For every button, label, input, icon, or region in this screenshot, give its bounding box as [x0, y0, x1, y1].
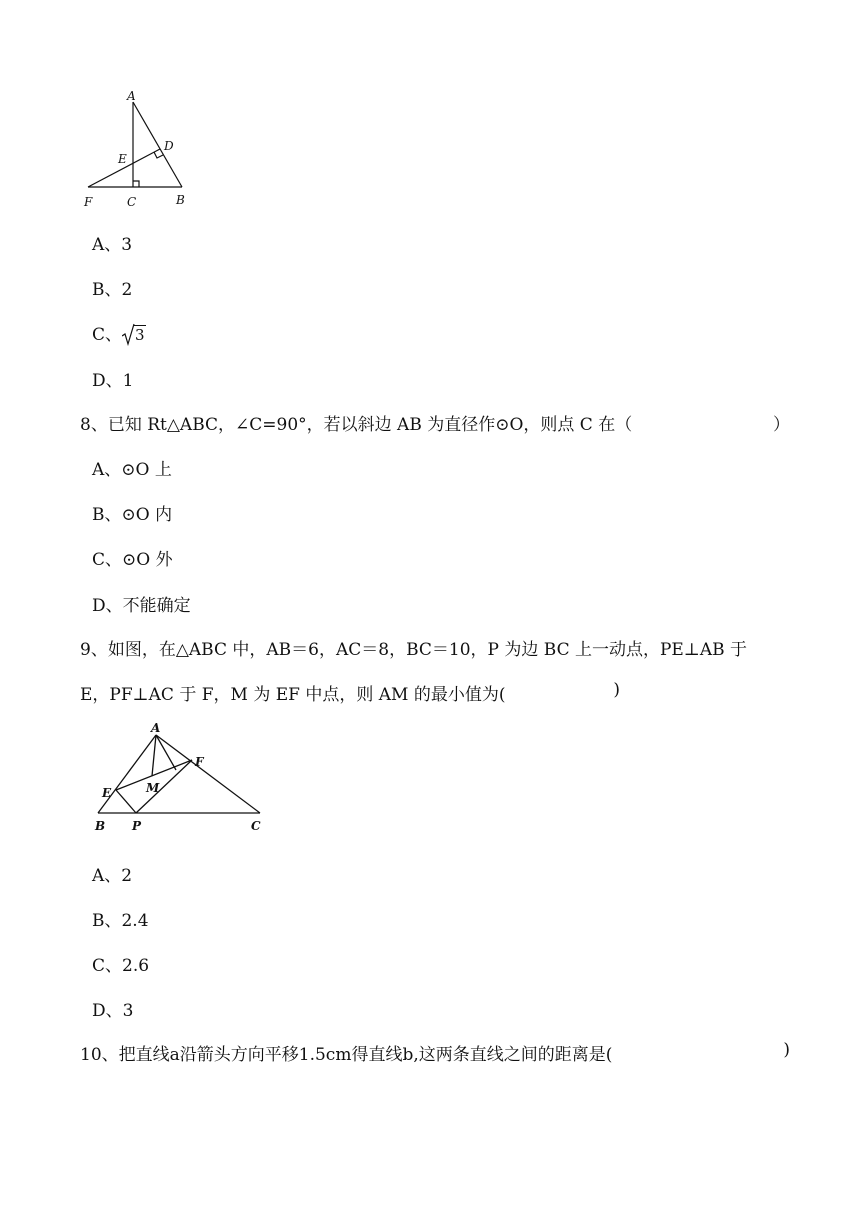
sqrt-expression [122, 325, 146, 345]
segment-PF [136, 760, 192, 813]
label-M: M [146, 781, 160, 795]
q9-option-b[interactable]: B、2.4 [92, 911, 149, 931]
q8-stem-text: 8、已知 Rt△ABC，∠C=90°，若以斜边 AB 为直径作⊙O，则点 C 在（ [80, 415, 633, 435]
label-E: E [118, 152, 127, 166]
q9-option-a[interactable]: A、2 [92, 866, 133, 886]
sqrt-radicand: 3 [135, 326, 145, 344]
q10-stem [80, 1040, 790, 1065]
label-D: D [164, 139, 174, 153]
q10-answer-blank-close: ) [783, 1040, 790, 1060]
q8-answer-blank-close: ） [773, 415, 790, 435]
q9-stem-line1: 9、如图，在△ABC 中，AB＝6，AC＝8，BC＝10，P 为边 BC 上一动点，PE⊥AB 于 [80, 640, 747, 660]
q8-option-c[interactable]: C、⊙O 外 [92, 550, 173, 570]
q7-option-c-letter: C、 [92, 325, 123, 345]
label-B: B [95, 819, 106, 833]
q10-stem-text: 10、把直线a沿箭头方向平移1.5cm得直线b,这两条直线之间的距离是( [80, 1045, 613, 1065]
q7-option-b[interactable]: B、2 [92, 280, 133, 300]
right-angle-mark-C [133, 181, 139, 187]
q7-option-c[interactable] [92, 320, 146, 345]
figure-right-triangle [78, 86, 198, 214]
segment-PE [116, 790, 136, 813]
q9-stem-line2 [80, 680, 620, 705]
label-C: C [251, 819, 261, 833]
q9-option-d[interactable]: D、3 [92, 1001, 134, 1021]
q9-option-c[interactable]: C、2.6 [92, 956, 150, 976]
segment-AC [156, 735, 260, 813]
label-C: C [127, 195, 137, 209]
radical-sign-icon [122, 322, 135, 346]
q9-answer-blank-close: ) [613, 680, 620, 700]
q8-option-a[interactable]: A、⊙O 上 [92, 460, 172, 480]
q8-option-b[interactable]: B、⊙O 内 [92, 505, 173, 525]
q8-stem [80, 410, 790, 435]
figure-triangle-abc [88, 718, 273, 836]
label-A: A [151, 721, 161, 735]
label-B: B [176, 193, 185, 207]
label-E: E [102, 786, 112, 800]
label-P: P [132, 819, 142, 833]
label-A: A [127, 89, 136, 103]
segment-AB [133, 102, 182, 187]
segment-AM [152, 735, 156, 776]
segment-AB [98, 735, 156, 813]
segment-AE-inner [156, 735, 176, 770]
label-F: F [84, 195, 93, 209]
q7-option-a[interactable]: A、3 [92, 235, 133, 255]
q7-option-d[interactable]: D、1 [92, 371, 134, 391]
q9-stem-line2-text: E，PF⊥AC 于 F，M 为 EF 中点，则 AM 的最小值为( [80, 685, 506, 705]
q8-option-d[interactable]: D、不能确定 [92, 596, 191, 616]
label-F: F [195, 755, 204, 769]
